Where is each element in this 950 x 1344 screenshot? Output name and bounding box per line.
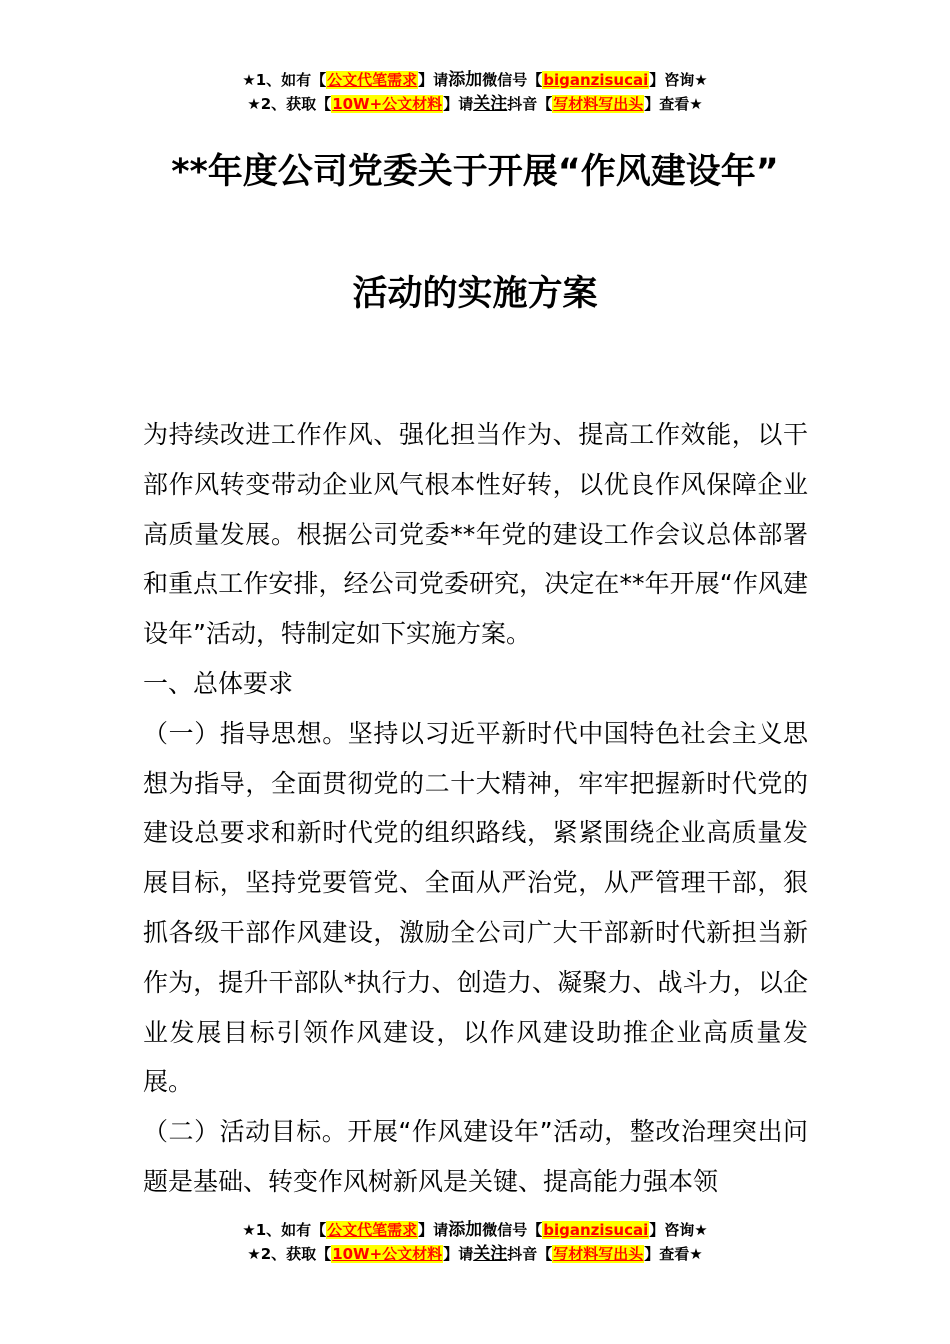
banner-text: ★2、获取【 [247,1245,332,1263]
banner-text: ★1、如有【 [242,71,327,89]
banner-emphasis: 添加 [448,70,483,90]
banner-highlight: 10W+公文材料 [332,95,443,113]
banner-highlight: 写材料写出头 [553,95,644,113]
banner-text: 】咨询★ [649,71,708,89]
banner-emphasis: 添加 [448,1220,483,1240]
banner-text: ★1、如有【 [242,1221,327,1239]
banner-text: 微信号【 [482,1221,543,1239]
banner-highlight: biganzisucai [543,1221,649,1239]
banner-highlight: 写材料写出头 [553,1245,644,1263]
banner-line-1 [0,68,950,92]
banner-emphasis: 关注 [473,94,508,114]
document-title-line-1: **年度公司党委关于开展“作风建设年” [171,152,779,192]
document-title-line-2: 活动的实施方案 [352,274,598,314]
banner-line-2 [0,1242,950,1266]
banner-line-2 [0,92,950,116]
section-heading: 一、总体要求 [143,668,294,698]
banner-emphasis: 关注 [473,1244,508,1264]
banner-highlight: 公文代笔需求 [327,71,418,89]
banner-text: 】请 [418,71,449,89]
banner-text: ★2、获取【 [247,95,332,113]
banner-highlight: 10W+公文材料 [332,1245,443,1263]
banner-text: 】请 [443,95,474,113]
banner-text: 】查看★ [644,1245,703,1263]
document-body [143,410,808,1207]
banner-text: 抖音【 [507,95,553,113]
banner-highlight: biganzisucai [543,71,649,89]
paragraph-activity-goal: （二）活动目标。开展“作风建设年”活动，整改治理突出问题是基础、转变作风树新风是关键、提高能力强本领 [143,1117,808,1196]
footer-banner [0,1218,950,1266]
banner-text: 】咨询★ [649,1221,708,1239]
banner-highlight: 公文代笔需求 [327,1221,418,1239]
paragraph-intro: 为持续改进工作作风、强化担当作为、提高工作效能，以干部作风转变带动企业风气根本性好转，以优良作风保障企业高质量发展。根据公司党委**年党的建设工作会议总体部署和重点工作安排，经公司党委研究，决定在**年开展“作风建设年”活动，特制定如下实施方案。 [143,420,808,649]
banner-text: 】查看★ [644,95,703,113]
banner-text: 抖音【 [507,1245,553,1263]
header-banner [0,68,950,116]
banner-text: 】请 [443,1245,474,1263]
banner-text: 微信号【 [482,71,543,89]
paragraph-guiding-thought: （一）指导思想。坚持以习近平新时代中国特色社会主义思想为指导，全面贯彻党的二十大精神，牢牢把握新时代党的建设总要求和新时代党的组织路线，紧紧围绕企业高质量发展目标，坚持党要管党、全面从严治党，从严管理干部，狠抓各级干部作风建设，激励全公司广大干部新时代新担当新作为，提升干部队*执行力、创造力、凝聚力、战斗力，以企业发展目标引领作风建设，以作风建设助推企业高质量发展。 [143,718,808,1097]
banner-text: 】请 [418,1221,449,1239]
banner-line-1 [0,1218,950,1242]
